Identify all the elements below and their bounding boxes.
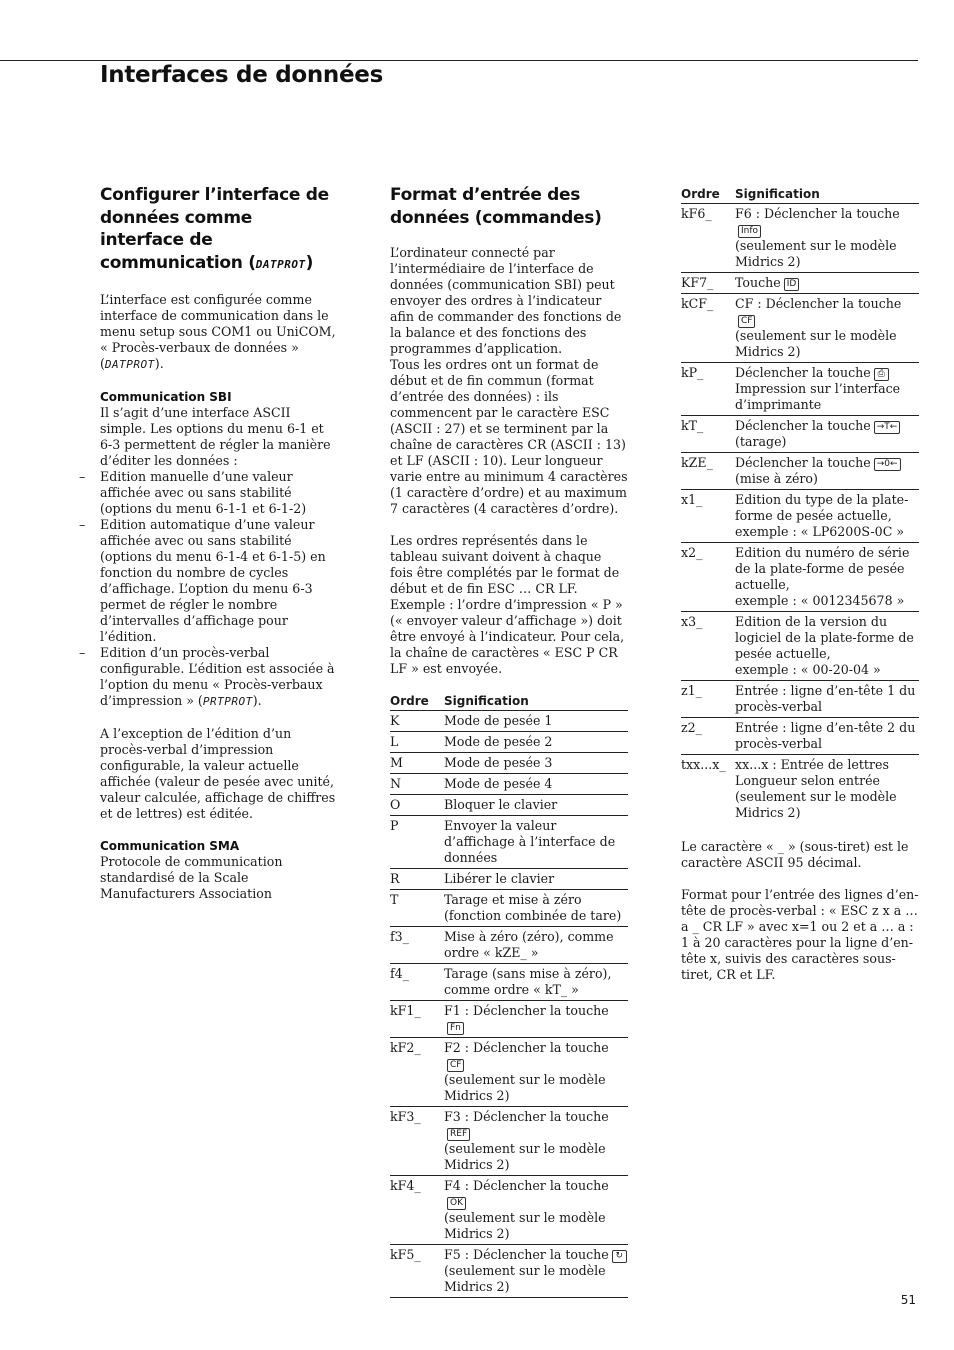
table-row [390,1038,628,1107]
cell-signification [735,543,919,612]
signification-text: Mode de pesée 4 [444,776,553,791]
cell-signification [444,1176,628,1245]
signification-text: Déclencher la touche [735,418,871,433]
heading-text: Configurer l’interface de données comme interface de communication ( [100,185,329,273]
sma-title: Communication SMA [100,839,240,853]
signification-text-2: (seulement sur le modèle Midrics 2) [444,1141,606,1172]
section-heading-commands: Format d’entrée des données (commandes) [390,185,602,228]
table-row [390,927,628,964]
note-underscore: Le caractère « _ » (sous-tiret) est le caractère ASCII 95 décimal. [681,839,909,870]
heading-text-end: ) [305,252,314,273]
signification-text-2: (tarage) [735,434,787,449]
paragraph: Tous les ordres ont un format de début et de fin commun (format d’entrée des données) : ils commencent par le caractère ESC (ASCII : 27) et se terminent par la chaîne de caractères CR (ASCII : 13) et LF (ASCII : 10). Leur longueur varie entre au minimum 4 caractères [390,357,628,484]
cell-signification [444,732,628,753]
cell-ordre: K [390,711,444,732]
key-icon: REF [447,1128,470,1141]
table-row [681,755,919,824]
table-row [681,204,919,273]
cell-signification [444,927,628,964]
signification-text: F6 : Déclencher la touche [735,206,900,221]
paragraph: Exemple : l’ordre d’impression « P » (« envoyer valeur d’affichage ») doit être envoyé à l’indicateur. Pour cela, la chaîne de caractères « ESC P CR LF » est envoyée. [390,597,625,676]
signification-text: Mode de pesée 1 [444,713,553,728]
cell-signification [444,753,628,774]
column-header-signification: Signification [735,186,919,204]
cell-ordre: kF6_ [681,204,735,273]
cell-ordre: kP_ [681,363,735,416]
table-row [390,1245,628,1298]
cell-signification [444,890,628,927]
cell-signification [735,718,919,755]
sbi-text: Il s’agit d’une interface ASCII simple. Les options du menu 6-1 et 6-3 permettent de régler la manière d’éditer les données : [100,405,331,468]
column-header-ordre: Ordre [390,693,444,711]
key-icon: Info [738,225,761,238]
paragraph: 7 caractères (4 caractères d’ordre). [390,501,619,516]
table-row [681,543,919,612]
signification-text: Bloquer le clavier [444,797,558,812]
table-row [390,795,628,816]
table-row [390,1001,628,1038]
signification-text-2: Longueur selon entrée (seulement sur le modèle Midrics 2) [735,773,897,820]
header-rule [0,60,918,61]
paragraph: L’ordinateur connecté par l’intermédiaire de l’interface de données (communication SBI) peut envoyer des ordres à l’indicateur afin de commander des fonctions de la balance et des fonctions des programmes d’application. [390,245,622,356]
table-row [390,732,628,753]
table-row [681,453,919,490]
cell-ordre: x3_ [681,612,735,681]
signification-text: Mise à zéro (zéro), comme ordre « kZE_ » [444,929,614,960]
signification-text: Touche [735,275,781,290]
cell-signification [735,294,919,363]
cell-ordre: N [390,774,444,795]
signification-text: xx...x : Entrée de lettres [735,757,889,772]
cell-signification [735,453,919,490]
key-icon: CF [447,1059,464,1072]
cell-ordre: kF5_ [390,1245,444,1298]
cell-ordre: kF4_ [390,1176,444,1245]
section-heading-communication [100,184,338,276]
cell-ordre: kF1_ [390,1001,444,1038]
signification-text-2: (seulement sur le modèle Midrics 2) [444,1210,606,1241]
table-header-row [681,186,919,204]
signification-text: F1 : Déclencher la touche [444,1003,609,1018]
key-icon: OK [447,1197,466,1210]
sma-text: Protocole de communication standardisé de la Scale Manufacturers Association [100,854,283,901]
cell-ordre: x2_ [681,543,735,612]
signification-text-2: (seulement sur le modèle Midrics 2) [444,1263,606,1294]
cell-ordre: kF3_ [390,1107,444,1176]
note-header-format: Format pour l’entrée des lignes d’en-tête de procès-verbal : « ESC z x a … a _ CR LF » avec x=1 ou 2 et a … a : 1 à 20 caractères pour la ligne d’en-tête x, suivis des caractères sous-tiret, CR et LF. [681,887,919,982]
cell-signification [444,1038,628,1107]
table-row [390,774,628,795]
page-title: Interfaces de données [100,62,383,88]
paragraph: (1 caractère d’ordre) et au maximum [390,485,627,500]
cell-ordre: O [390,795,444,816]
column-command-format [390,184,628,1298]
signification-text: Edition du type de la plate-forme de pesée actuelle, exemple : « LP6200S-0C » [735,492,909,539]
signification-text: F3 : Déclencher la touche [444,1109,609,1124]
command-table-1 [390,693,628,1298]
cell-signification [735,681,919,718]
cell-signification [735,416,919,453]
table-row [390,1176,628,1245]
page-number: 51 [900,1293,916,1307]
cell-ordre: kF2_ [390,1038,444,1107]
cell-ordre: R [390,869,444,890]
key-icon: ⎙ [874,368,889,381]
cell-signification [735,363,919,416]
table-row [390,890,628,927]
signification-text: F2 : Déclencher la touche [444,1040,609,1055]
column-communication-setup [100,184,338,902]
table-header-row [390,693,628,711]
signification-text: Entrée : ligne d’en-tête 2 du procès-verbal [735,720,916,751]
signification-text-2: Impression sur l’interface d’imprimante [735,381,901,412]
list-item-text-end: ). [252,693,262,708]
table-row [390,964,628,1001]
table-row [390,869,628,890]
sbi-title: Communication SBI [100,390,232,404]
key-icon: CF [738,315,755,328]
signification-text: F5 : Déclencher la touche [444,1247,609,1262]
cell-ordre: f4_ [390,964,444,1001]
cell-ordre: L [390,732,444,753]
key-icon: →0← [874,458,901,471]
display-code-datprot: DATPROT [104,358,155,371]
cell-ordre: z2_ [681,718,735,755]
display-code-datprot: DATPROT [255,257,306,271]
signification-text: Mode de pesée 2 [444,734,553,749]
table-row [681,363,919,416]
signification-text: Tarage (sans mise à zéro), comme ordre « kT_ » [444,966,612,997]
cell-signification [735,755,919,824]
sbi-note: A l’exception de l’édition d’un procès-verbal d’impression configurable, la valeur actuelle affichée (valeur de pesée avec unité, valeur calculée, affichage de chiffres et de lettres) est éditée. [100,726,336,821]
signification-text: Libérer le clavier [444,871,555,886]
list-item [100,645,338,710]
cell-signification [444,711,628,732]
signification-text: Déclencher la touche [735,455,871,470]
signification-text-2: (seulement sur le modèle Midrics 2) [735,328,897,359]
intro-text: L’interface est configurée comme interface de communication dans le menu setup sous COM1 ou UniCOM, « Procès-verbaux de données » ( [100,292,336,371]
table-row [681,273,919,294]
key-icon: Fn [447,1022,464,1035]
display-code-prtprot: PRTPROT [202,695,253,708]
signification-text: Edition du numéro de série de la plate-forme de pesée actuelle, [735,545,910,592]
cell-signification [444,869,628,890]
table-row [390,1107,628,1176]
table-row [681,718,919,755]
cell-signification [444,816,628,869]
cell-ordre: kCF_ [681,294,735,363]
signification-text: Mode de pesée 3 [444,755,553,770]
cell-ordre: z1_ [681,681,735,718]
signification-text-2: (mise à zéro) [735,471,818,486]
list-item: – Edition manuelle d’une valeur affichée avec ou sans stabilité (options du menu 6-1-1 et 6-1-2) [100,469,338,517]
cell-ordre: txx...x_ [681,757,726,772]
table-row [681,490,919,543]
command-table-2 [681,186,919,823]
cell-ordre: P [390,816,444,869]
signification-text-2: (seulement sur le modèle Midrics 2) [735,238,897,269]
key-icon: ID [784,278,800,291]
paragraph: Les ordres représentés dans le tableau suivant doivent à chaque fois être complétés par le format de début et de fin ESC … CR LF. [390,533,620,596]
column-header-ordre: Ordre [681,186,735,204]
signification-text-2: exemple : « 00-20-04 » [735,662,881,677]
table-row [390,753,628,774]
cell-signification [444,1107,628,1176]
sbi-list [100,469,338,710]
table-row [681,612,919,681]
signification-text: Tarage et mise à zéro (fonction combinée de tare) [444,892,622,923]
table-row [390,711,628,732]
table-row [681,294,919,363]
signification-text: Edition de la version du logiciel de la plate-forme de pesée actuelle, [735,614,914,661]
cell-signification [444,964,628,1001]
cell-ordre: x1_ [681,490,735,543]
table-row [681,681,919,718]
table-row [390,816,628,869]
list-item: – Edition automatique d’une valeur affichée avec ou sans stabilité (options du menu 6-1-4 et 6-1-5) en fonction du nombre de cycles d’affichage. L’option du menu 6-3 permet de régler le nombre d’intervalles d’affichage pour l’édition. [100,517,338,645]
signification-text-2: exemple : « 0012345678 » [735,593,905,608]
cell-ordre: M [390,753,444,774]
column-header-signification: Signification [444,693,628,711]
key-icon: →T← [874,421,901,434]
signification-text: Déclencher la touche [735,365,871,380]
cell-ordre: kZE_ [681,453,735,490]
cell-ordre: f3_ [390,927,444,964]
signification-text: Envoyer la valeur d’affichage à l’interface de données [444,818,616,865]
intro-paragraph [100,292,338,373]
cell-signification [444,774,628,795]
cell-ordre: KF7_ [681,273,735,294]
column-command-table-continued [681,186,919,983]
cell-signification [735,490,919,543]
table-row [681,416,919,453]
signification-text: Entrée : ligne d’en-tête 1 du procès-verbal [735,683,916,714]
cell-signification [735,204,919,273]
cell-signification [444,1001,628,1038]
signification-text-2: (seulement sur le modèle Midrics 2) [444,1072,606,1103]
key-icon: ↻ [612,1250,627,1263]
list-item-text: Edition d’un procès-verbal configurable. L’édition est associée à l’option du menu « Procès-verbaux d’impression » ( [100,645,335,708]
cell-signification [735,273,919,294]
cell-signification [444,1245,628,1298]
cell-signification [735,612,919,681]
cell-ordre: kT_ [681,416,735,453]
intro-text-end: ). [154,356,164,371]
cell-ordre: T [390,890,444,927]
cell-signification [444,795,628,816]
signification-text: F4 : Déclencher la touche [444,1178,609,1193]
signification-text: CF : Déclencher la touche [735,296,902,311]
